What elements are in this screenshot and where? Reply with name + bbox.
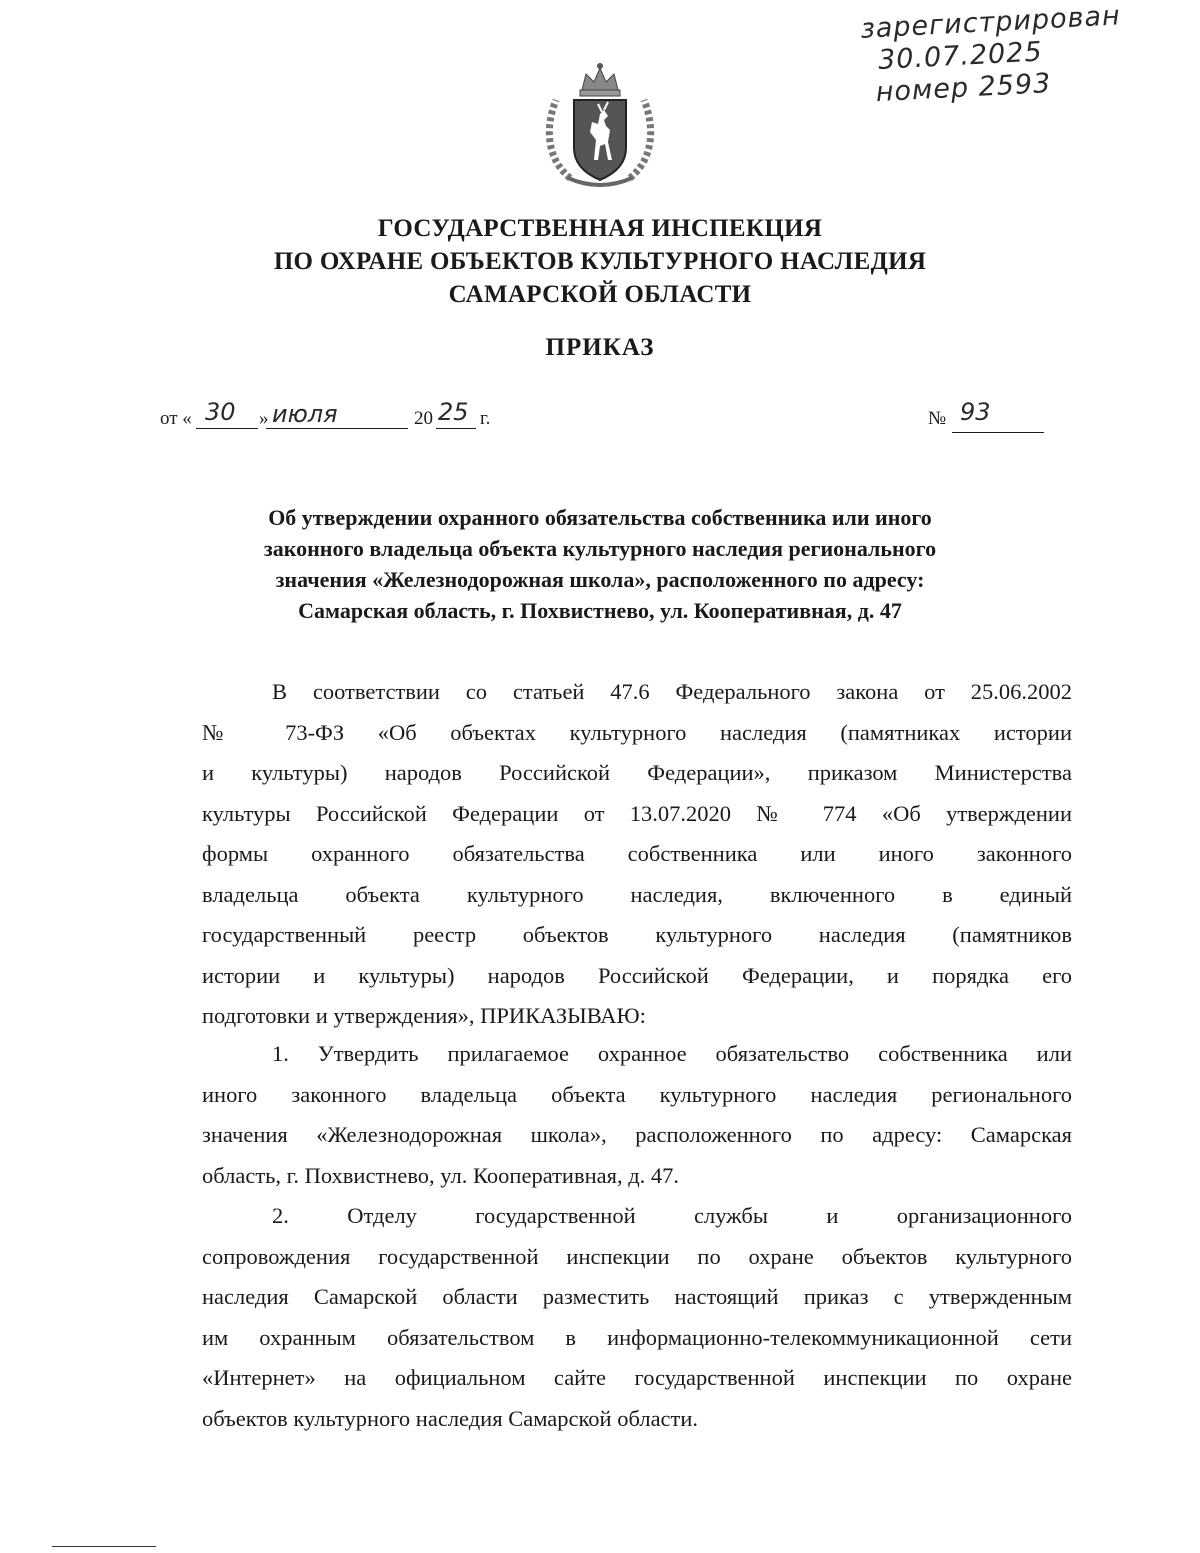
organization-line: ГОСУДАРСТВЕННАЯ ИНСПЕКЦИЯ bbox=[377, 215, 823, 242]
date-year-suffix: 25 bbox=[438, 398, 469, 426]
body-line: № 73-ФЗ «Об объектах культурного наследия (памятниках истории bbox=[202, 719, 1072, 745]
body-line: наследия Самарской области разместить настоящий приказ с утвержденным bbox=[202, 1284, 1072, 1309]
registration-note-number: номер 2593 bbox=[875, 68, 1053, 109]
coat-of-arms-icon bbox=[538, 60, 662, 190]
number-underline bbox=[952, 432, 1044, 433]
body-line: 2. Отделу государственной службы и организационного bbox=[272, 1203, 1072, 1228]
body-line: иного законного владельца объекта культурного наследия регионального bbox=[202, 1081, 1072, 1107]
body-line: формы охранного обязательства собственника или иного законного bbox=[202, 841, 1072, 866]
document-subject bbox=[150, 502, 1050, 626]
body-line: истории и культуры) народов Российской Федерации, и порядка его bbox=[202, 962, 1072, 988]
number-label: № bbox=[928, 408, 947, 429]
date-prefix: от « bbox=[160, 408, 192, 429]
date-month-underline bbox=[266, 428, 408, 429]
body-line: им охранным обязательством в информационно-телекоммуникационной сети bbox=[202, 1324, 1072, 1350]
organization-title bbox=[150, 212, 1050, 311]
body-line: значения «Железнодорожная школа», расположенного по адресу: Самарская bbox=[202, 1122, 1072, 1147]
date-number-line bbox=[160, 398, 1060, 438]
subject-line: законного владельца объекта культурного наследия регионального bbox=[263, 536, 937, 561]
body-line: подготовки и утверждения», ПРИКАЗЫВАЮ: bbox=[202, 1003, 646, 1028]
date-month: июля bbox=[272, 400, 338, 428]
date-suffix: г. bbox=[480, 408, 491, 429]
body-line: и культуры) народов Российской Федерации», приказом Министерства bbox=[202, 760, 1072, 785]
date-mid: » bbox=[259, 408, 269, 429]
document-type: ПРИКАЗ bbox=[545, 334, 655, 361]
registration-note-line: зарегистрирован bbox=[859, 0, 1122, 45]
document-number: 93 bbox=[960, 398, 991, 426]
body-line: 1. Утвердить прилагаемое охранное обязательство собственника или bbox=[272, 1041, 1072, 1066]
footnote-divider bbox=[52, 1546, 156, 1547]
date-day-underline bbox=[196, 428, 258, 429]
subject-line: Об утверждении охранного обязательства собственника или иного bbox=[268, 505, 932, 530]
registration-handwritten-note bbox=[860, 0, 1165, 110]
registration-note-date: 30.07.2025 bbox=[877, 36, 1044, 76]
organization-line: ПО ОХРАНЕ ОБЪЕКТОВ КУЛЬТУРНОГО НАСЛЕДИЯ bbox=[273, 248, 927, 275]
body-line: государственный реестр объектов культурного наследия (памятников bbox=[202, 922, 1072, 947]
body-line: область, г. Похвистнево, ул. Кооперативная, д. 47. bbox=[202, 1162, 680, 1188]
body-line: культуры Российской Федерации от 13.07.2020 № 774 «Об утверждении bbox=[202, 800, 1072, 826]
date-year-underline bbox=[436, 428, 476, 429]
date-day: 30 bbox=[205, 398, 236, 426]
subject-line: значения «Железнодорожная школа», расположенного по адресу: bbox=[275, 567, 925, 592]
body-line: В соответствии со статьей 47.6 Федерального закона от 25.06.2002 bbox=[272, 679, 1072, 704]
body-line: сопровождения государственной инспекции по охране объектов культурного bbox=[202, 1243, 1072, 1269]
order-item-2 bbox=[202, 1196, 1072, 1439]
date-year-prefix: 20 bbox=[414, 408, 433, 429]
preamble-paragraph bbox=[202, 672, 1072, 1037]
body-line: объектов культурного наследия Самарской области. bbox=[202, 1405, 699, 1431]
organization-line: САМАРСКОЙ ОБЛАСТИ bbox=[448, 281, 752, 308]
body-line: «Интернет» на официальном сайте государственной инспекции по охране bbox=[202, 1365, 1072, 1390]
order-item-1 bbox=[202, 1034, 1072, 1196]
body-line: владельца объекта культурного наследия, включенного в единый bbox=[202, 881, 1072, 907]
subject-line: Самарская область, г. Похвистнево, ул. Кооперативная, д. 47 bbox=[298, 598, 902, 623]
